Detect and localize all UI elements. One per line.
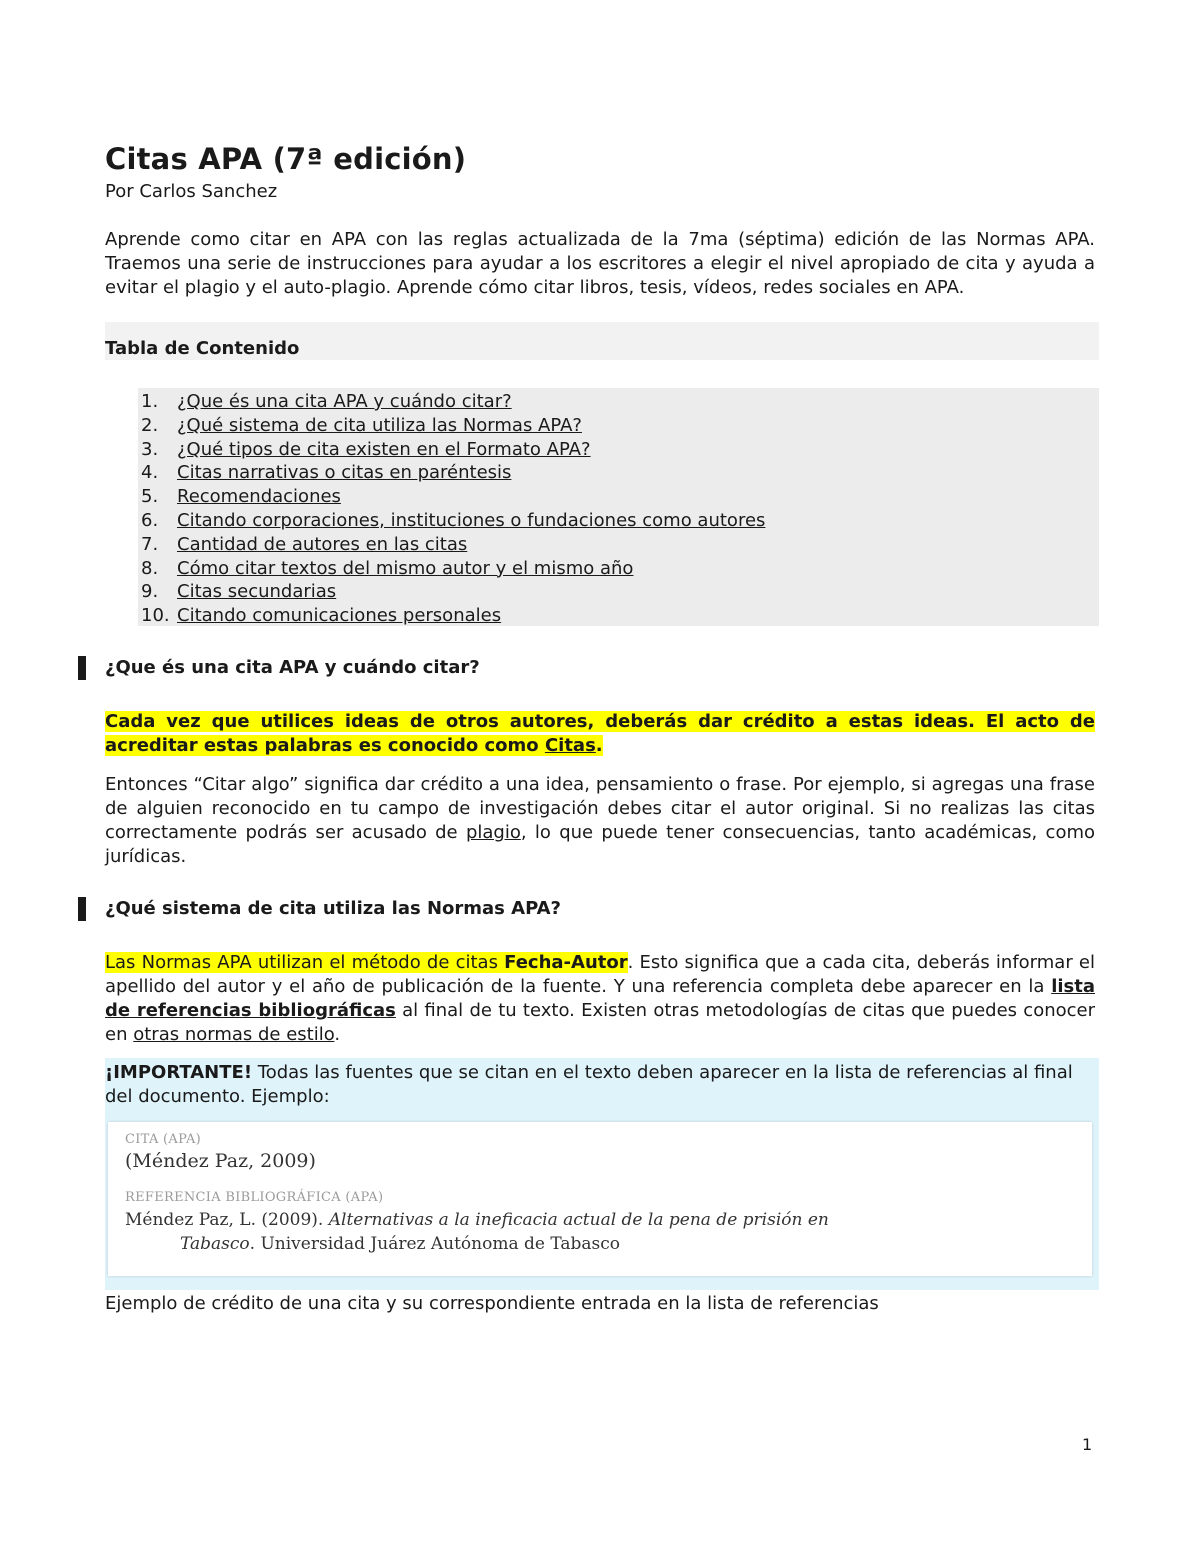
toc-item-number: 4. — [141, 462, 159, 484]
section1-heading: ¿Que és una cita APA y cuándo citar? — [105, 657, 480, 678]
highlight-text-body: Las Normas APA utilizan el método de citas — [105, 952, 505, 973]
highlight-text-body: Cada vez que utilices ideas de otros autores, deberás dar crédito a estas ideas. El acto de acreditar estas palabras es conocido como — [105, 711, 1095, 756]
plagio-link[interactable]: plagio — [465, 822, 521, 843]
toc-item-number: 7. — [141, 533, 159, 555]
toc-item-number: 2. — [141, 414, 159, 436]
example-ref-line1 — [125, 1210, 829, 1230]
intro-paragraph: Aprende como citar en APA con las reglas actualizada de la 7ma (séptima) edición de las Normas APA. Traemos una serie de instrucciones para ayudar a los escritores a elegir el nivel apropiado de cita y ayuda a evitar el plagio y el auto-plagio. Aprende cómo citar libros, tesis, vídeos, redes sociales en APA. — [105, 229, 1095, 298]
toc-link[interactable]: ¿Que és una cita APA y cuándo citar? — [177, 391, 512, 412]
example-ref-publisher: . Universidad Juárez Autónoma de Tabasco — [249, 1234, 621, 1254]
toc-item — [141, 557, 1091, 581]
paragraph-text: . Esto significa que a cada cita, deberás informar el apellido del autor y el año de publicación de la fuente. Y una referencia completa debe aparecer en la — [105, 952, 1095, 997]
toc-item — [141, 438, 1091, 462]
toc-link[interactable]: Cantidad de autores en las citas — [177, 533, 468, 555]
toc-link[interactable]: ¿Qué tipos de cita existen en el Formato APA? — [177, 438, 591, 460]
section2-paragraph — [105, 951, 1095, 1047]
document-title: Citas APA (7ª edición) — [105, 142, 467, 176]
example-cita: (Méndez Paz, 2009) — [125, 1150, 316, 1172]
toc-item-number: 1. — [141, 391, 159, 412]
important-body: Todas las fuentes que se citan en el texto deben aparecer en la lista de referencias al final del documento. Ejemplo: — [105, 1062, 1073, 1107]
example-ref-title: Tabasco — [180, 1234, 250, 1254]
toc-item — [141, 461, 1091, 485]
section1-highlight — [105, 710, 1095, 758]
paragraph-text: Entonces “Citar algo” significa dar crédito a una idea, pensamiento o frase. Por ejemplo, si agregas una frase de alguien reconocido en tu campo de investigación debes citar el autor original. Si no realizas las citas correctamente podrás ser acusado de — [105, 774, 1095, 843]
toc-item — [141, 414, 1091, 438]
section-marker-bar — [78, 897, 86, 921]
section-marker-bar — [78, 656, 86, 680]
references-list-link[interactable]: lista de referencias bibliográficas — [105, 976, 1095, 1021]
citation-example-image — [108, 1122, 1092, 1276]
toc-link[interactable]: Citando corporaciones, instituciones o fundaciones como autores — [177, 509, 766, 531]
other-styles-link[interactable]: otras normas de estilo — [133, 1024, 335, 1045]
section2-heading: ¿Qué sistema de cita utiliza las Normas APA? — [105, 898, 561, 919]
toc-item — [141, 580, 1091, 604]
author-line: Por Carlos Sanchez — [105, 181, 278, 202]
highlight-text — [105, 711, 1095, 756]
example-caption: Ejemplo de crédito de una cita y su correspondiente entrada en la lista de referencias — [105, 1293, 879, 1314]
toc-item — [141, 509, 1091, 533]
highlight-text — [105, 952, 628, 973]
section1-paragraph — [105, 773, 1095, 869]
toc-item — [141, 390, 1091, 414]
toc-link[interactable]: ¿Qué sistema de cita utiliza las Normas APA? — [177, 414, 582, 436]
paragraph-text: al final de tu texto. Existen otras metodologías de citas que puedes conocer en — [105, 1000, 1095, 1045]
toc-link[interactable]: Recomendaciones — [177, 486, 341, 508]
toc-item-number: 3. — [141, 438, 159, 460]
toc-title: Tabla de Contenido — [105, 338, 300, 359]
paragraph-text: , lo que puede tener consecuencias, tanto académicas, como jurídicas. — [105, 822, 1095, 867]
example-ref-author: Méndez Paz, L. (2009). — [125, 1210, 329, 1230]
example-ref-label: REFERENCIA BIBLIOGRÁFICA (APA) — [125, 1190, 384, 1205]
important-label: ¡IMPORTANTE! — [105, 1062, 253, 1083]
highlight-text-end: . — [595, 735, 603, 756]
toc-item-number: 8. — [141, 557, 159, 579]
toc-item — [141, 533, 1091, 557]
example-ref-title: Alternativas a la ineficacia actual de la pena de prisión en — [328, 1210, 829, 1230]
toc-link[interactable]: Citas secundarias — [177, 581, 337, 603]
toc-item-number: 9. — [141, 581, 159, 603]
toc-item — [141, 604, 1091, 628]
example-ref-line2 — [180, 1234, 620, 1254]
toc-list — [141, 390, 1091, 628]
page-number: 1 — [1082, 1435, 1093, 1454]
toc-item — [141, 485, 1091, 509]
toc-link[interactable]: Cómo citar textos del mismo autor y el mismo año — [177, 557, 634, 579]
important-text — [105, 1061, 1095, 1109]
toc-item-number: 6. — [141, 509, 159, 531]
fecha-autor-term: Fecha-Autor — [504, 952, 628, 973]
toc-item-number: 5. — [141, 486, 159, 508]
toc-link[interactable]: Citando comunicaciones personales — [177, 605, 502, 627]
citas-link[interactable]: Citas — [544, 735, 596, 756]
toc-link[interactable]: Citas narrativas o citas en paréntesis — [177, 462, 512, 484]
example-cita-label: CITA (APA) — [125, 1132, 202, 1147]
toc-item-number: 10. — [141, 605, 170, 627]
paragraph-text: . — [334, 1024, 341, 1045]
